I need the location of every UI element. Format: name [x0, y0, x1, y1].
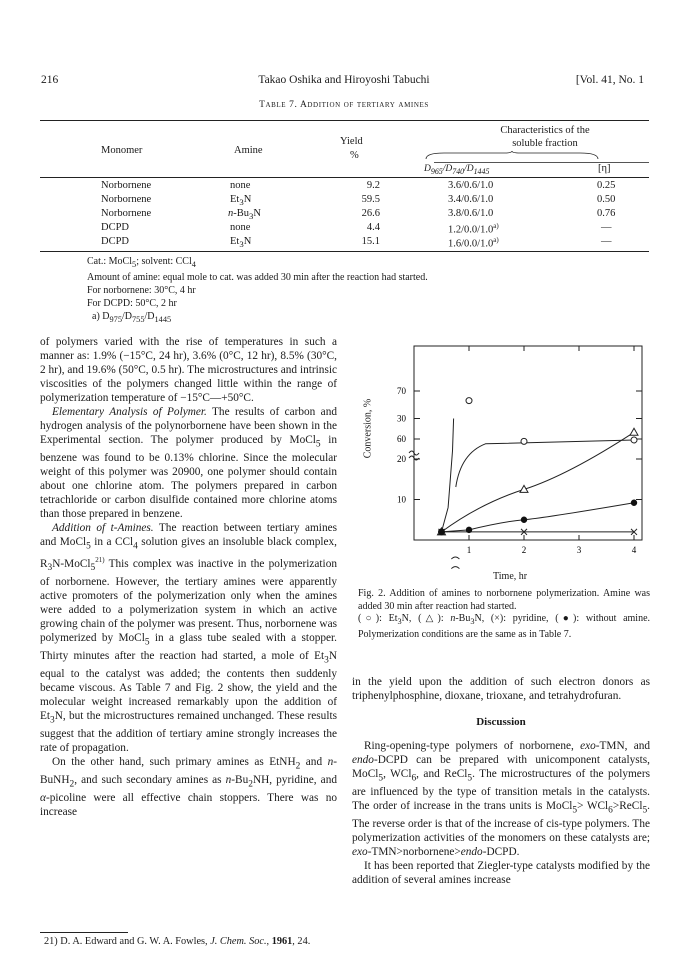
header-viscosity: [η]	[598, 163, 611, 174]
y-axis-label: Conversion, %	[362, 398, 374, 459]
row-5-yield: 15.1	[361, 236, 380, 247]
y-tick-label: 60	[397, 434, 406, 444]
header-monomer: Monomer	[101, 145, 143, 156]
row-4-yield: 4.4	[366, 222, 380, 233]
row-4-monomer: DCPD	[101, 222, 130, 233]
table-caption: Table 7. Addition of tertiary amines	[259, 100, 429, 110]
table-header-rule	[40, 177, 649, 178]
y-tick-label: 70	[397, 386, 406, 396]
x-tick-label: 4	[631, 545, 637, 555]
row-3-amine: $n-Bu_3N$	[228, 208, 261, 222]
row-1-amine: none	[230, 180, 251, 191]
row-1-ratio: 3.6/0.6/1.0	[448, 180, 494, 191]
row-2-amine: $Et_3N$	[230, 194, 252, 208]
row-4-amine: none	[230, 222, 251, 233]
footnote-rule	[40, 932, 128, 933]
marker-nbu3n	[630, 428, 638, 435]
row-3-monomer: Norbornene	[101, 208, 152, 219]
paragraph-elementary-analysis: Elementary Analysis of Polymer. The results of carbon and hydrogen analysis of the polynorbornene have been shown in the Experimental section. The polymer produced by MoCl$_5$ in benzene was found to be 0.13% chlorine. Since the molecular weight of this polymer was 20900, one polymer should contain about one chlorine atom. The polymers prepared in carbon tetrachloride or carbon disulfide contained more chlorine atoms than those prepared in benzene.	[40, 405, 337, 520]
row-5-visc: —	[601, 236, 612, 247]
figure-caption: Fig. 2. Addition of amines to norbornene polymerization. Amine was added 30 min after reaction had started. (○): $Et_3N$, (△): $n-Bu_3N$, (×): pyridine, (●): without amine. Polymerization conditions are the same as in Table 7.	[358, 588, 651, 640]
table-note-catalyst: Cat.: MoCl$_5$; solvent: CCl$_4$	[87, 256, 196, 269]
paragraph-amines: Addition of t-Amines. The reaction between tertiary amines and MoCl$_5$ in a CCl$_4$ solution gives an insoluble black complex, $R_3N-MoCl_5^{21)}$ This complex was inactive in the polymerization of norbornene. However, the tertiary amines were apparently active promoters of the polymerization only when the amines were added to a polymerization system in which an active growing chain of the polymer was present. Thus, norbornene was polymerized by MoCl$_5$ in a glass tube sealed with a stopper. Thirty minutes after the reaction had started, a mole of $Et_3N$ equal to the catalyst was added; the contents then suddenly became viscous. As Table 7 and Fig. 2 show, the yield and the molecular weight increased remarkably upon the addition of $Et_3N$, but the microstructures remained unchanged. These results suggest that the addition of tertiary amine strongly increases the rate of propagation.	[40, 521, 338, 754]
figure-2-chart	[352, 338, 652, 586]
header-characteristics: Characteristics of the	[500, 125, 590, 136]
left-column	[40, 336, 337, 820]
x-tick-label: 2	[521, 545, 527, 555]
table-note-norbornene: For norbornene: 30°C, 4 hr	[87, 285, 196, 296]
row-4-ratio: 1.2/0.0/1.0$^{a)}$	[448, 222, 499, 236]
series-line-nbu3n	[442, 432, 635, 532]
row-2-ratio: 3.4/0.6/1.0	[448, 194, 494, 205]
x-tick-label: 1	[466, 545, 472, 555]
table-notes	[87, 255, 428, 326]
header-soluble: soluble fraction	[512, 138, 578, 149]
series-line-et3n-upper	[456, 440, 634, 487]
header-ratio: $D_{965}/D_{740}/D_{1445}$	[424, 164, 490, 176]
right-column	[352, 676, 650, 888]
table-7	[0, 0, 688, 260]
series-break-mark	[451, 557, 459, 569]
paragraph-chain-stoppers: On the other hand, such primary amines as EtNH$_2$ and n-BuNH$_2$, and such secondary amines as $n-Bu_2NH$, pyridine, and α-picoline were all effective chain stoppers. There was no increase	[40, 755, 337, 819]
header-amine: Amine	[234, 145, 263, 156]
page-number: 216	[41, 74, 59, 86]
row-5-amine: $Et_3N$	[230, 236, 252, 250]
row-3-ratio: 3.8/0.6/1.0	[448, 208, 494, 219]
row-1-monomer: Norbornene	[101, 180, 152, 191]
header-brace	[424, 151, 600, 161]
table-note-a: a) $D_{975}/D_{755}/D_{1445}$	[87, 311, 172, 324]
row-2-yield: 59.5	[361, 194, 380, 205]
row-5-monomer: DCPD	[101, 236, 130, 247]
row-1-yield: 9.2	[366, 180, 380, 191]
row-2-visc: 0.50	[597, 194, 616, 205]
marker-et3n	[466, 398, 472, 404]
paragraph-ziegler: It has been reported that Ziegler-type catalysts modified by the addition of several amines increase	[352, 859, 650, 886]
table-sub-rule	[434, 162, 649, 163]
marker-without-amine	[631, 500, 637, 506]
running-head-authors: Takao Oshika and Hiroyoshi Tabuchi	[258, 74, 430, 86]
x-axis-label: Time, hr	[493, 571, 528, 582]
marker-without-amine	[438, 529, 444, 535]
row-5-ratio: 1.6/0.0/1.0$^{a)}$	[448, 236, 499, 250]
marker-without-amine	[466, 527, 472, 533]
row-2-monomer: Norbornene	[101, 194, 152, 205]
discussion-heading: Discussion	[476, 715, 526, 728]
marker-et3n	[521, 438, 527, 444]
y-tick-label: 10	[397, 494, 406, 505]
row-4-visc: —	[601, 222, 612, 233]
row-1-visc: 0.25	[597, 180, 616, 191]
table-bottom-rule	[40, 251, 649, 252]
marker-et3n	[631, 437, 637, 443]
header-yield: Yield	[340, 136, 363, 147]
table-note-amount: Amount of amine: equal mole to cat. was added 30 min after the reaction had started.	[87, 272, 428, 283]
marker-without-amine	[521, 517, 527, 523]
row-3-visc: 0.76	[597, 208, 616, 219]
paragraph-discussion: Ring-opening-type polymers of norbornene, exo-TMN, and endo-DCPD can be prepared with unicomponent catalysts, MoCl$_5$, WCl$_6$, and ReCl$_5$. The microstructures of the polymers are influenced by the type of transition metals in the catalysts. The order of increase in the trans units is MoCl$_5$> WCl$_6$>ReCl$_5$. The reverse order is that of the increase of cis-type polymers. The polymerization activities of the monomers on these catalysts are; exo-TMN>norbornene>endo-DCPD.	[352, 739, 650, 859]
row-3-yield: 26.6	[361, 208, 380, 219]
table-note-dcpd: For DCPD: 50°C, 2 hr	[87, 298, 177, 309]
y-tick-label: 20	[397, 454, 406, 464]
footnote-21: 21) D. A. Edward and G. W. A. Fowles, J. Chem. Soc., 1961, 24.	[44, 936, 311, 947]
header-yield-unit: %	[350, 150, 359, 161]
paragraph-temperature: of polymers varied with the rise of temperatures in such a manner as: 1.9% (−15°C, 24 hr), 3.6% (0°C, 12 hr), 8.5% (30°C, 2 hr), and 19.6% (50°C, 0.5 hr). The microstructures and intrinsic viscosities of the polymers changed little within the range of polymerization temperature of −15°C—+50°C.	[40, 336, 337, 404]
series-line-et3n	[442, 419, 454, 532]
paragraph-electron-donors: in the yield upon the addition of such electron donors as triphenylphosphine, dioxane, trioxane, and tetrahydrofuran.	[352, 676, 650, 702]
y-axis-label-wrap	[360, 355, 380, 505]
x-tick-label: 3	[576, 545, 582, 555]
y-tick-label: 30	[397, 413, 406, 424]
running-head-volume: [Vol. 41, No. 1	[575, 74, 644, 86]
